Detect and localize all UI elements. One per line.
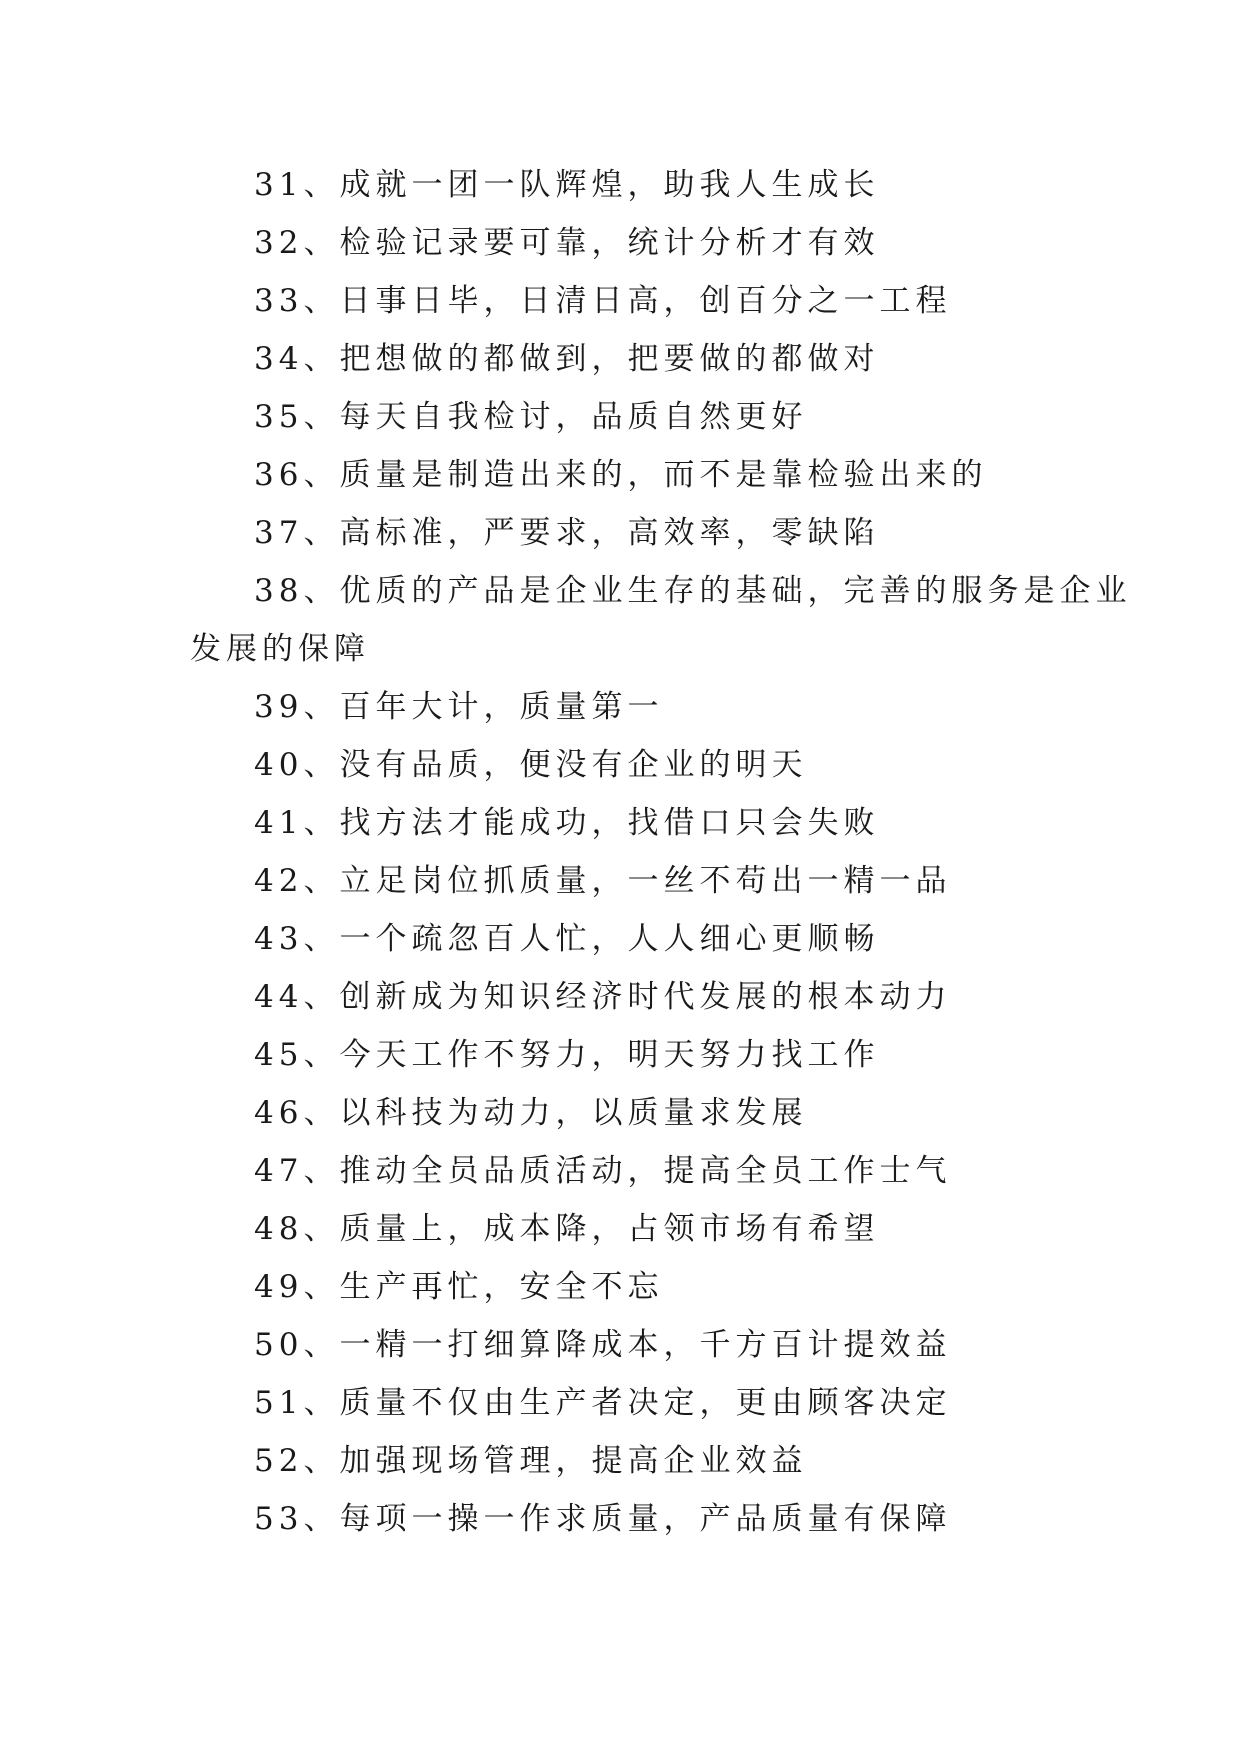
list-item-31: 31、成就一团一队辉煌，助我人生成长	[254, 167, 880, 203]
list-item-53: 53、每项一操一作求质量，产品质量有保障	[254, 1501, 952, 1537]
list-item-39: 39、百年大计，质量第一	[254, 689, 664, 725]
list-item-51: 51、质量不仅由生产者决定，更由顾客决定	[254, 1385, 952, 1421]
list-item-50: 50、一精一打细算降成本，千方百计提效益	[254, 1327, 952, 1363]
list-item-38-continuation: 发展的保障	[190, 631, 370, 667]
list-item-35: 35、每天自我检讨，品质自然更好	[254, 399, 808, 435]
list-item-38: 38、优质的产品是企业生存的基础，完善的服务是企业	[254, 573, 1132, 609]
list-item-36: 36、质量是制造出来的，而不是靠检验出来的	[254, 457, 988, 493]
slogan-list	[190, 156, 1132, 1548]
list-item-33: 33、日事日毕，日清日高，创百分之一工程	[254, 283, 952, 319]
list-item-44: 44、创新成为知识经济时代发展的根本动力	[254, 979, 952, 1015]
list-item-34: 34、把想做的都做到，把要做的都做对	[254, 341, 880, 377]
list-item-48: 48、质量上，成本降，占领市场有希望	[254, 1211, 880, 1247]
list-item-32: 32、检验记录要可靠，统计分析才有效	[254, 225, 880, 261]
list-item-37: 37、高标准，严要求，高效率，零缺陷	[254, 515, 880, 551]
list-item-41: 41、找方法才能成功，找借口只会失败	[254, 805, 880, 841]
list-item-42: 42、立足岗位抓质量，一丝不苟出一精一品	[254, 863, 952, 899]
list-item-43: 43、一个疏忽百人忙，人人细心更顺畅	[254, 921, 880, 957]
list-item-49: 49、生产再忙，安全不忘	[254, 1269, 664, 1305]
list-item-47: 47、推动全员品质活动，提高全员工作士气	[254, 1153, 952, 1189]
list-item-45: 45、今天工作不努力，明天努力找工作	[254, 1037, 880, 1073]
list-item-40: 40、没有品质，便没有企业的明天	[254, 747, 808, 783]
list-item-46: 46、以科技为动力，以质量求发展	[254, 1095, 808, 1131]
list-item-52: 52、加强现场管理，提高企业效益	[254, 1443, 808, 1479]
